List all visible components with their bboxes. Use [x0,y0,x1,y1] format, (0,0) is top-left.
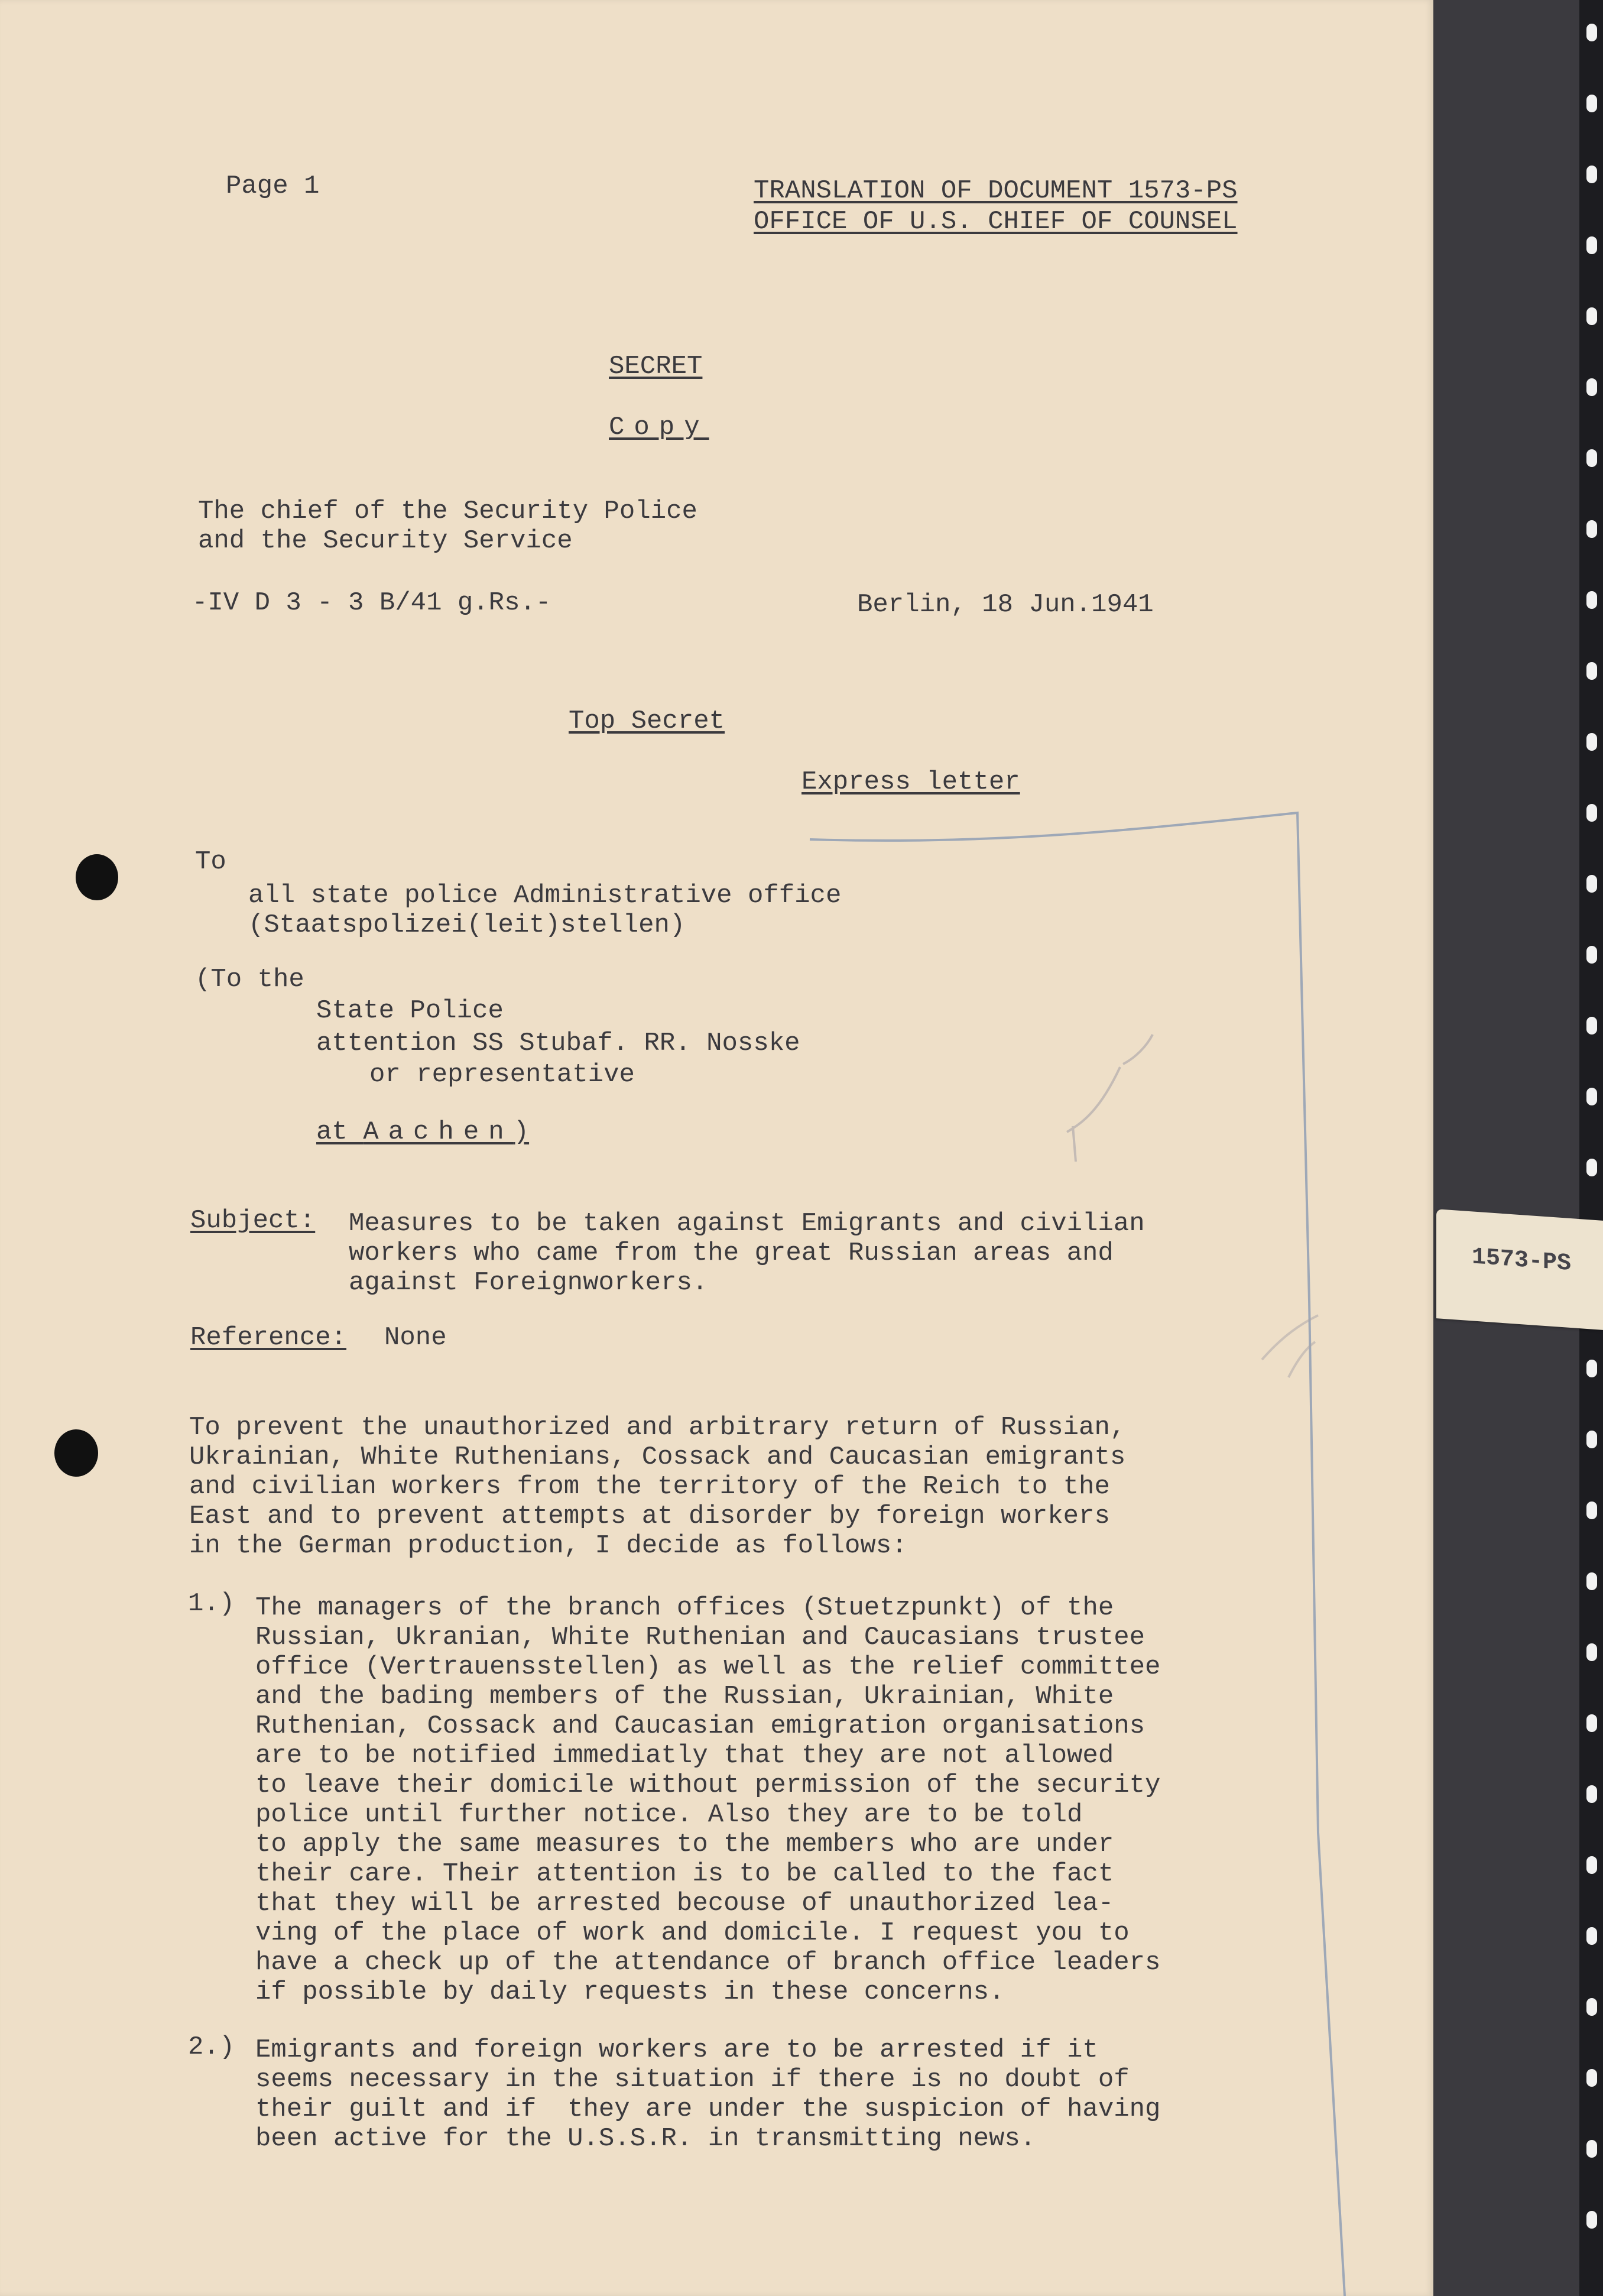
binder-hole [1586,2211,1597,2229]
top-secret-label: Top Secret [569,706,725,736]
binder-hole [1586,1159,1597,1176]
binder-hole [1586,307,1597,325]
item-line: police until further notice. Also they are to be told [255,1800,1083,1830]
copy-label: Copy [609,413,709,442]
item-line: Ruthenian, Cossack and Caucasian emigration organisations [255,1711,1146,1741]
location-name: Aachen [363,1117,514,1147]
binder-hole [1586,378,1597,396]
intro-line: To prevent the unauthorized and arbitrary return of Russian, [189,1413,1126,1442]
item-line: to apply the same measures to the members who are under [255,1830,1114,1859]
binder-hole [1586,1785,1597,1803]
binder-hole [1586,1017,1597,1035]
binder-hole [1586,1927,1597,1945]
binder-hole [1586,1856,1597,1874]
binder-hole [1586,24,1597,41]
item-line: are to be notified immediatly that they are not allowed [255,1741,1114,1770]
binder-hole [1586,591,1597,609]
translation-header: TRANSLATION OF DOCUMENT 1573-PS [754,176,1238,206]
binder-hole [1586,95,1597,112]
pencil-check-mark [1067,1035,1153,1162]
binder-hole [1586,946,1597,964]
item-line: have a check up of the attendance of branch office leaders [255,1948,1161,1977]
item-line: ving of the place of work and domicile. I request you to [255,1918,1130,1948]
to-label: To [195,847,226,877]
reference-value: None [384,1323,447,1353]
binder-hole [1586,1572,1597,1590]
item-line: their guilt and if they are under the suspicion of having [255,2094,1161,2124]
binder-hole [1586,1643,1597,1661]
intro-line: and civilian workers from the territory of the Reich to the [189,1472,1110,1502]
item-line: The managers of the branch offices (Stuetzpunkt) of the [255,1593,1114,1623]
binder-hole [1586,1502,1597,1519]
binder-hole [1586,2140,1597,2158]
reference-label: Reference: [190,1323,347,1353]
punch-hole [54,1429,98,1477]
reference-code: -IV D 3 - 3 B/41 g.Rs.- [192,588,551,618]
subject-label: Subject: [190,1206,316,1235]
office-header: OFFICE OF U.S. CHIEF OF COUNSEL [754,207,1238,236]
secret-label: SECRET [609,352,703,381]
state-police-line: State Police [316,996,504,1026]
binder-hole [1586,2069,1597,2087]
binder-hole [1586,804,1597,822]
location-prefix: at [316,1117,364,1147]
location-suffix: ) [513,1117,530,1147]
to-the-label: (To the [195,965,304,994]
subject-line-2: workers who came from the great Russian areas and [349,1238,1114,1268]
binder-hole [1586,1714,1597,1732]
recipient-line-1: all state police Administrative office [248,881,842,910]
binder-hole [1586,662,1597,680]
item-line: their care. Their attention is to be called to the fact [255,1859,1114,1889]
document-index-tab [1436,1209,1603,1330]
item-line: if possible by daily requests in these concerns. [255,1977,1005,2007]
item-number: 2.) [188,2032,235,2062]
binder-hole [1586,1360,1597,1377]
location-line [316,1117,529,1147]
binder-hole [1586,1431,1597,1448]
binder-hole [1586,875,1597,893]
item-line: office (Vertrauensstellen) as well as the relief committee [255,1652,1161,1682]
binder-hole [1586,1088,1597,1105]
item-line: to leave their domicile without permission of the security [255,1770,1161,1800]
attention-line: attention SS Stubaf. RR. Nosske [316,1029,800,1058]
recipient-line-2: (Staatspolizei(leit)stellen) [248,910,686,940]
intro-line: Ukrainian, White Ruthenians, Cossack and Caucasian emigrants [189,1442,1126,1472]
subject-line-1: Measures to be taken against Emigrants and civilian [349,1209,1145,1238]
page-label: Page 1 [226,171,320,201]
binder-strip [1579,0,1603,2296]
binder-hole [1586,166,1597,183]
representative-line: or representative [369,1060,635,1089]
binder-hole [1586,449,1597,467]
item-line: that they will be arrested becouse of unauthorized lea- [255,1889,1114,1918]
item-line: Emigrants and foreign workers are to be arrested if it [255,2035,1098,2065]
pencil-scribble-mark [1262,1315,1318,1377]
binder-hole [1586,1998,1597,2016]
subject-line-3: against Foreignworkers. [349,1268,708,1298]
sender-line-2: and the Security Service [198,526,573,556]
item-line: Russian, Ukranian, White Ruthenian and Caucasians trustee [255,1623,1146,1652]
punch-hole [76,854,118,900]
document-index-tab-label: 1573-PS [1472,1244,1572,1278]
item-line: seems necessary in the situation if there is no doubt of [255,2065,1130,2094]
express-letter-label: Express letter [802,767,1020,797]
binder-hole [1586,733,1597,751]
item-line: and the bading members of the Russian, Ukrainian, White [255,1682,1114,1711]
binder-hole [1586,236,1597,254]
item-number: 1.) [188,1589,235,1619]
place-date: Berlin, 18 Jun.1941 [857,590,1154,620]
item-line: been active for the U.S.S.R. in transmitting news. [255,2124,1036,2154]
intro-line: in the German production, I decide as follows: [189,1531,907,1561]
sender-line-1: The chief of the Security Police [198,497,697,526]
binder-hole [1586,520,1597,538]
intro-line: East and to prevent attempts at disorder by foreign workers [189,1502,1110,1531]
